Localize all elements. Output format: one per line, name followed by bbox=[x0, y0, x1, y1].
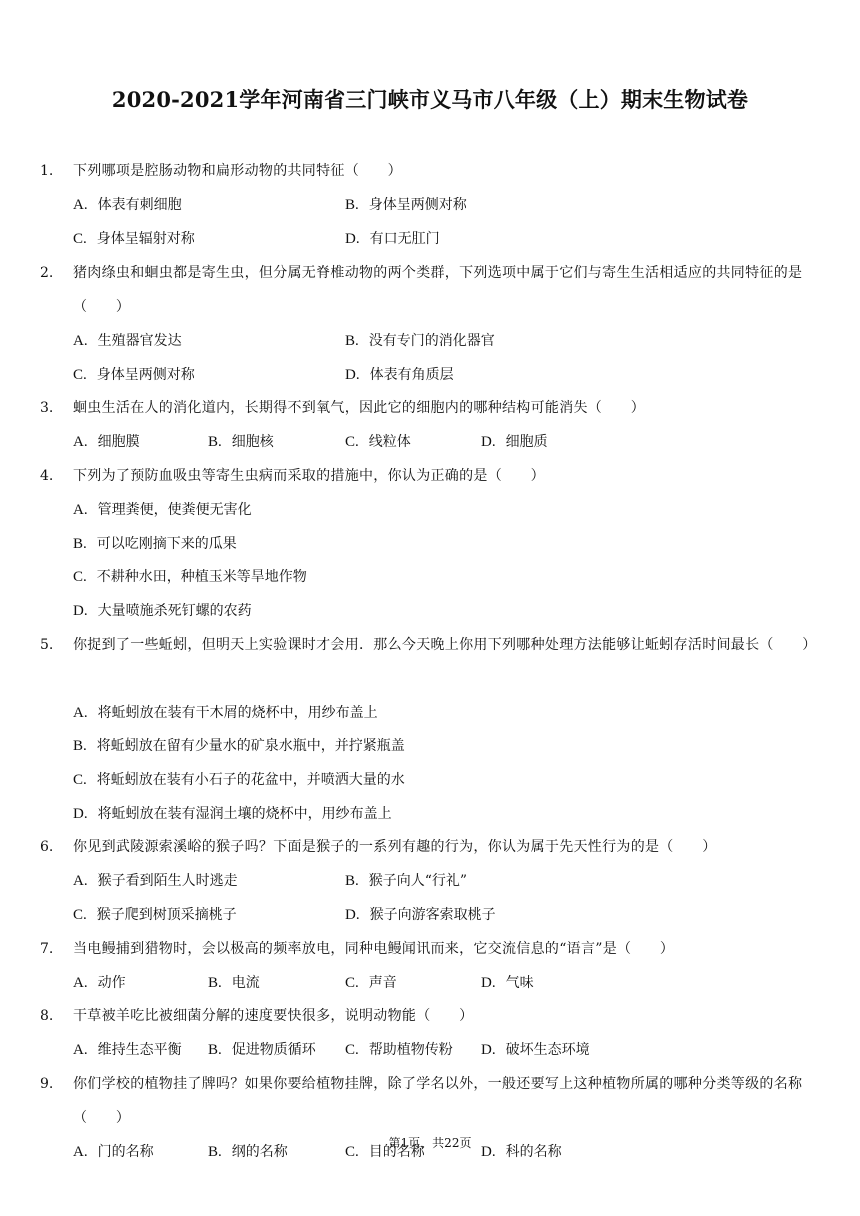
option-a[interactable] bbox=[73, 425, 140, 459]
option-text: 线粒体 bbox=[368, 434, 411, 450]
option-text: 促进物质循环 bbox=[231, 1042, 316, 1058]
option-c[interactable] bbox=[345, 966, 397, 1000]
option-text: 气味 bbox=[505, 975, 534, 991]
option-text: 体表有刺细胞 bbox=[97, 197, 182, 213]
option-label: B. bbox=[73, 738, 87, 754]
question-number: 9. bbox=[40, 1076, 54, 1092]
option-a[interactable] bbox=[73, 696, 378, 730]
option-d[interactable] bbox=[345, 358, 454, 392]
option-text: 细胞膜 bbox=[97, 434, 140, 450]
option-c[interactable] bbox=[345, 1033, 453, 1067]
option-label: A. bbox=[73, 502, 88, 518]
option-b[interactable] bbox=[345, 324, 495, 358]
option-label: A. bbox=[73, 434, 88, 450]
option-text: 生殖器官发达 bbox=[97, 333, 182, 349]
option-text: 动作 bbox=[97, 975, 126, 991]
option-c[interactable] bbox=[73, 560, 307, 594]
option-text: 将蚯蚓放在留有少量水的矿泉水瓶中，并拧紧瓶盖 bbox=[96, 738, 405, 754]
option-d[interactable] bbox=[481, 966, 534, 1000]
option-text: 电流 bbox=[231, 975, 260, 991]
option-label: D. bbox=[481, 1042, 496, 1058]
option-label: D. bbox=[481, 1144, 496, 1160]
option-label: D. bbox=[73, 806, 88, 822]
option-c[interactable] bbox=[73, 358, 195, 392]
option-text: 声音 bbox=[368, 975, 397, 991]
option-b[interactable] bbox=[208, 966, 260, 1000]
question-stem: 当电鳗捕到猎物时，会以极高的频率放电，同种电鳗闻讯而来，它交流信息的“语言”是（ ） bbox=[73, 941, 675, 957]
option-text: 身体呈辐射对称 bbox=[96, 231, 195, 247]
option-label: A. bbox=[73, 197, 88, 213]
option-text: 身体呈两侧对称 bbox=[368, 197, 467, 213]
option-c[interactable] bbox=[345, 425, 411, 459]
option-a[interactable] bbox=[73, 1033, 182, 1067]
option-text: 目的名称 bbox=[368, 1144, 425, 1160]
option-text: 猴子看到陌生人时逃走 bbox=[97, 873, 238, 889]
option-text: 将蚯蚓放在装有湿润土壤的烧杯中，用纱布盖上 bbox=[97, 806, 392, 822]
question-number: 7. bbox=[40, 941, 54, 957]
question-stem: 你捉到了一些蚯蚓，但明天上实验课时才会用．那么今天晚上你用下列哪种处理方法能够让蚯蚓存活时间最长（ ） bbox=[73, 637, 817, 653]
option-label: D. bbox=[345, 907, 360, 923]
option-text: 管理粪便，使粪便无害化 bbox=[97, 502, 252, 518]
option-text: 大量喷施杀死钉螺的农药 bbox=[97, 603, 252, 619]
question-stem: 干草被羊吃比被细菌分解的速度要快很多，说明动物能（ ） bbox=[73, 1008, 474, 1024]
option-text: 有口无肛门 bbox=[369, 231, 440, 247]
option-b[interactable] bbox=[208, 425, 274, 459]
question-number: 3. bbox=[40, 400, 54, 416]
option-d[interactable] bbox=[481, 1033, 590, 1067]
question-stem: 你见到武陵源索溪峪的猴子吗？下面是猴子的一系列有趣的行为，你认为属于先天性行为的是（ ） bbox=[73, 839, 717, 855]
option-label: C. bbox=[345, 434, 359, 450]
question-stem: 你们学校的植物挂了牌吗？如果你要给植物挂牌，除了学名以外，一般还要写上这种植物所属的哪种分类等级的名称（ ） bbox=[73, 1076, 803, 1126]
option-label: B. bbox=[208, 975, 222, 991]
option-a[interactable] bbox=[73, 864, 238, 898]
option-d[interactable] bbox=[345, 222, 440, 256]
option-text: 体表有角质层 bbox=[369, 367, 454, 383]
option-text: 不耕种水田，种植玉米等旱地作物 bbox=[96, 569, 307, 585]
option-b[interactable] bbox=[73, 729, 405, 763]
option-c[interactable] bbox=[73, 763, 405, 797]
option-text: 门的名称 bbox=[97, 1144, 154, 1160]
option-text: 破坏生态环境 bbox=[505, 1042, 590, 1058]
option-d[interactable] bbox=[345, 898, 496, 932]
option-label: C. bbox=[73, 772, 87, 788]
option-label: C. bbox=[73, 231, 87, 247]
question-number: 4. bbox=[40, 468, 54, 484]
option-label: B. bbox=[208, 1144, 222, 1160]
option-b[interactable] bbox=[208, 1033, 316, 1067]
question-stem: 猪肉绦虫和蛔虫都是寄生虫，但分属无脊椎动物的两个类群，下列选项中属于它们与寄生生活相适应的共同特征的是（ ） bbox=[73, 265, 803, 315]
option-d[interactable] bbox=[73, 594, 252, 628]
option-a[interactable] bbox=[73, 966, 126, 1000]
option-label: D. bbox=[481, 434, 496, 450]
option-b[interactable] bbox=[345, 864, 467, 898]
option-label: B. bbox=[208, 434, 222, 450]
option-label: B. bbox=[208, 1042, 222, 1058]
option-label: D. bbox=[73, 603, 88, 619]
option-a[interactable] bbox=[73, 188, 182, 222]
option-label: B. bbox=[73, 536, 87, 552]
question-number: 1. bbox=[40, 163, 54, 179]
option-b[interactable] bbox=[345, 188, 467, 222]
option-text: 猴子爬到树顶采摘桃子 bbox=[96, 907, 237, 923]
option-text: 将蚯蚓放在装有小石子的花盆中，并喷洒大量的水 bbox=[96, 772, 405, 788]
option-text: 科的名称 bbox=[505, 1144, 562, 1160]
question-stem: 下列哪项是腔肠动物和扁形动物的共同特征（ ） bbox=[73, 163, 402, 179]
option-label: A. bbox=[73, 975, 88, 991]
option-label: A. bbox=[73, 1144, 88, 1160]
page-title: 2020-2021学年河南省三门峡市义马市八年级（上）期末生物试卷 bbox=[111, 87, 749, 112]
option-label: D. bbox=[345, 231, 360, 247]
option-label: D. bbox=[481, 975, 496, 991]
page-footer: 第1页，共22页 bbox=[388, 1136, 472, 1150]
option-label: B. bbox=[345, 333, 359, 349]
option-label: A. bbox=[73, 333, 88, 349]
option-d[interactable] bbox=[73, 797, 392, 831]
option-c[interactable] bbox=[73, 898, 237, 932]
option-text: 细胞质 bbox=[505, 434, 548, 450]
option-c[interactable] bbox=[73, 222, 195, 256]
question-number: 6. bbox=[40, 839, 54, 855]
option-label: B. bbox=[345, 873, 359, 889]
option-label: B. bbox=[345, 197, 359, 213]
option-text: 可以吃刚摘下来的瓜果 bbox=[96, 536, 237, 552]
option-label: D. bbox=[345, 367, 360, 383]
option-text: 没有专门的消化器官 bbox=[368, 333, 495, 349]
option-text: 猴子向人“行礼” bbox=[368, 873, 468, 889]
option-label: A. bbox=[73, 705, 88, 721]
option-b[interactable] bbox=[73, 527, 237, 561]
option-text: 维持生态平衡 bbox=[97, 1042, 182, 1058]
option-text: 纲的名称 bbox=[231, 1144, 288, 1160]
option-label: C. bbox=[73, 907, 87, 923]
question-number: 2. bbox=[40, 265, 54, 281]
option-text: 细胞核 bbox=[231, 434, 274, 450]
option-text: 猴子向游客索取桃子 bbox=[369, 907, 496, 923]
option-label: C. bbox=[345, 975, 359, 991]
question-number: 5. bbox=[40, 637, 54, 653]
option-label: C. bbox=[345, 1144, 359, 1160]
option-a[interactable] bbox=[73, 324, 182, 358]
option-label: C. bbox=[73, 367, 87, 383]
question-number: 8. bbox=[40, 1008, 54, 1024]
option-d[interactable] bbox=[481, 425, 548, 459]
option-label: A. bbox=[73, 873, 88, 889]
option-text: 将蚯蚓放在装有干木屑的烧杯中，用纱布盖上 bbox=[97, 705, 378, 721]
option-text: 身体呈两侧对称 bbox=[96, 367, 195, 383]
question-stem: 下列为了预防血吸虫等寄生虫病而采取的措施中，你认为正确的是（ ） bbox=[73, 468, 545, 484]
option-label: C. bbox=[345, 1042, 359, 1058]
option-a[interactable] bbox=[73, 493, 252, 527]
option-text: 帮助植物传粉 bbox=[368, 1042, 453, 1058]
option-label: C. bbox=[73, 569, 87, 585]
question-stem: 蛔虫生活在人的消化道内，长期得不到氧气，因此它的细胞内的哪种结构可能消失（ ） bbox=[73, 400, 645, 416]
option-label: A. bbox=[73, 1042, 88, 1058]
